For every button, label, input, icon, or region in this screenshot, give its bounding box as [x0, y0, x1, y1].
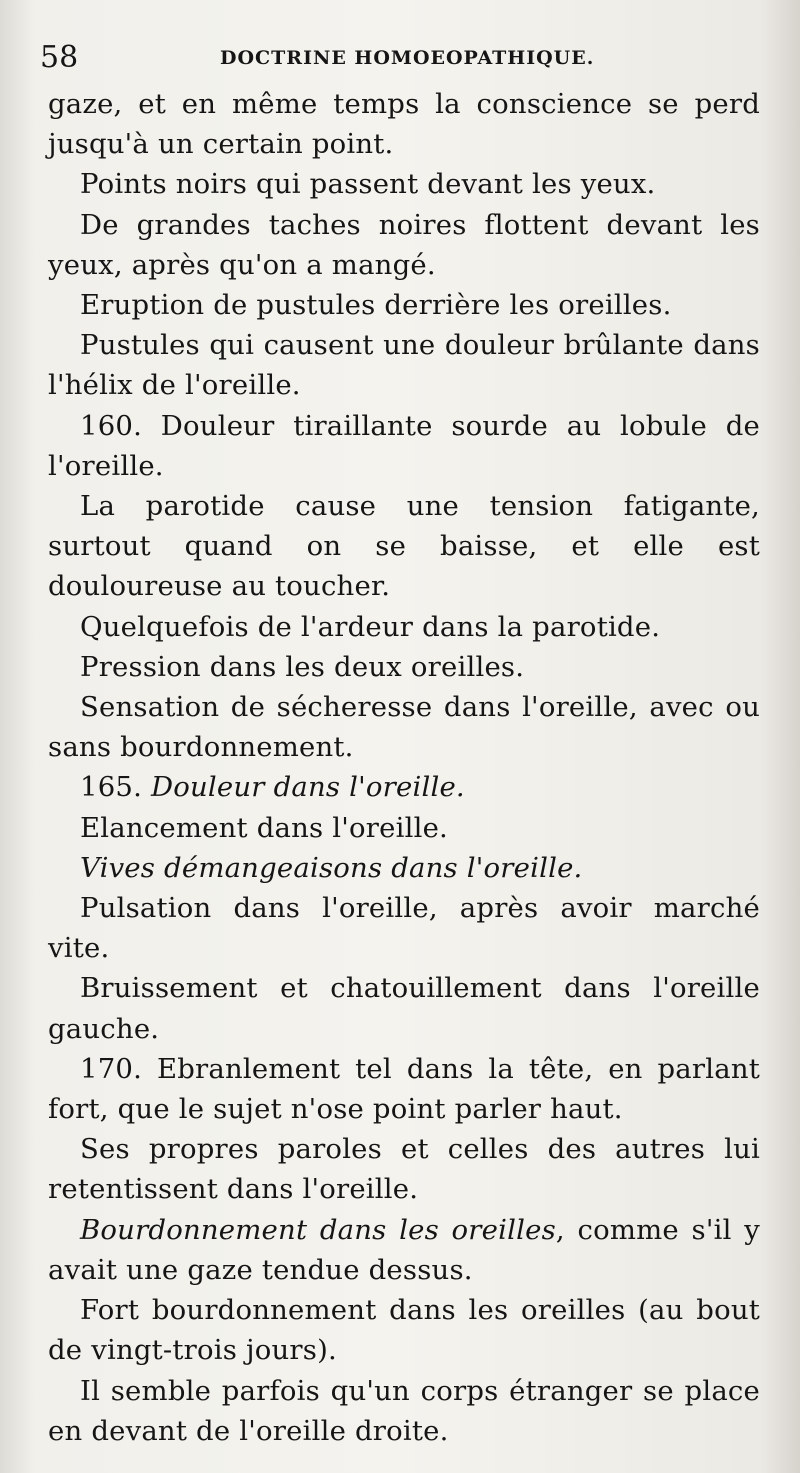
paragraph — [48, 848, 760, 888]
paragraph-text: Ebranlement tel dans la tête, en parlant fort, que le sujet n'ose point parler haut. — [48, 1052, 760, 1126]
paragraph — [48, 607, 760, 647]
italic-text: Vives démangeaisons dans l'oreille. — [80, 851, 583, 884]
paragraph — [48, 406, 760, 486]
paragraph-text: Eruption de pustules derrière les oreilles. — [80, 289, 672, 322]
paragraph — [48, 968, 760, 1048]
paragraph-text: Pression dans les deux oreilles. — [80, 650, 525, 683]
paragraph — [48, 205, 760, 285]
italic-text: Bourdonnement dans les oreilles — [80, 1213, 556, 1246]
entry-number: 160. — [80, 409, 161, 442]
paragraph-text: Bruissement et chatouillement dans l'oreille gauche. — [48, 972, 760, 1045]
page-header — [40, 38, 760, 78]
paragraph-text: La parotide cause une tension fatigante, surtout quand on se baisse, et elle est douloureuse au toucher. — [48, 490, 760, 603]
paragraph — [48, 1290, 760, 1370]
paragraph — [48, 84, 760, 164]
paragraph-text: Sensation de sécheresse dans l'oreille, avec ou sans bourdonnement. — [48, 691, 760, 764]
paragraph — [48, 1210, 760, 1290]
paragraph-text: Fort bourdonnement dans les oreilles (au bout de vingt-trois jours). — [48, 1294, 760, 1367]
italic-text: Douleur dans l'oreille. — [150, 771, 465, 804]
paragraph — [48, 1129, 760, 1209]
paragraph-text: gaze, et en même temps la conscience se perd jusqu'à un certain point. — [48, 88, 760, 161]
paragraph — [48, 164, 760, 204]
paragraph-text: Pulsation dans l'oreille, après avoir marché vite. — [48, 892, 760, 965]
paragraph-text: Quelquefois de l'ardeur dans la parotide. — [80, 610, 661, 643]
paragraph — [48, 325, 760, 405]
paragraph-text: Il semble parfois qu'un corps étranger se place en devant de l'oreille droite. — [48, 1374, 760, 1447]
paragraph-text: , comme s'il y avait une gaze tendue dessus. — [48, 1213, 760, 1286]
paragraph — [48, 888, 760, 968]
paragraph — [48, 808, 760, 848]
entry-number: 170. — [80, 1052, 157, 1085]
paragraph — [48, 285, 760, 325]
paragraph-text: Pustules qui causent une douleur brûlante dans l'hélix de l'oreille. — [48, 329, 760, 402]
body-text — [48, 84, 760, 1451]
paragraph — [48, 1371, 760, 1451]
paragraph-text: Ses propres paroles et celles des autres lui retentissent dans l'oreille. — [48, 1133, 760, 1206]
paragraph-text: Points noirs qui passent devant les yeux. — [80, 168, 656, 201]
paragraph-text: Elancement dans l'oreille. — [80, 811, 449, 844]
paragraph — [48, 1049, 760, 1129]
paragraph — [48, 687, 760, 767]
paragraph — [48, 767, 760, 807]
paragraph — [48, 647, 760, 687]
page-number: 58 — [40, 40, 79, 75]
entry-number: 165. — [80, 771, 151, 804]
running-title: DOCTRINE HOMOEOPATHIQUE. — [220, 47, 595, 69]
paragraph-text: Douleur tiraillante sourde au lobule de l'oreille. — [48, 409, 760, 482]
paragraph-text: De grandes taches noires flottent devant les yeux, après qu'on a mangé. — [48, 208, 760, 281]
paragraph — [48, 486, 760, 607]
